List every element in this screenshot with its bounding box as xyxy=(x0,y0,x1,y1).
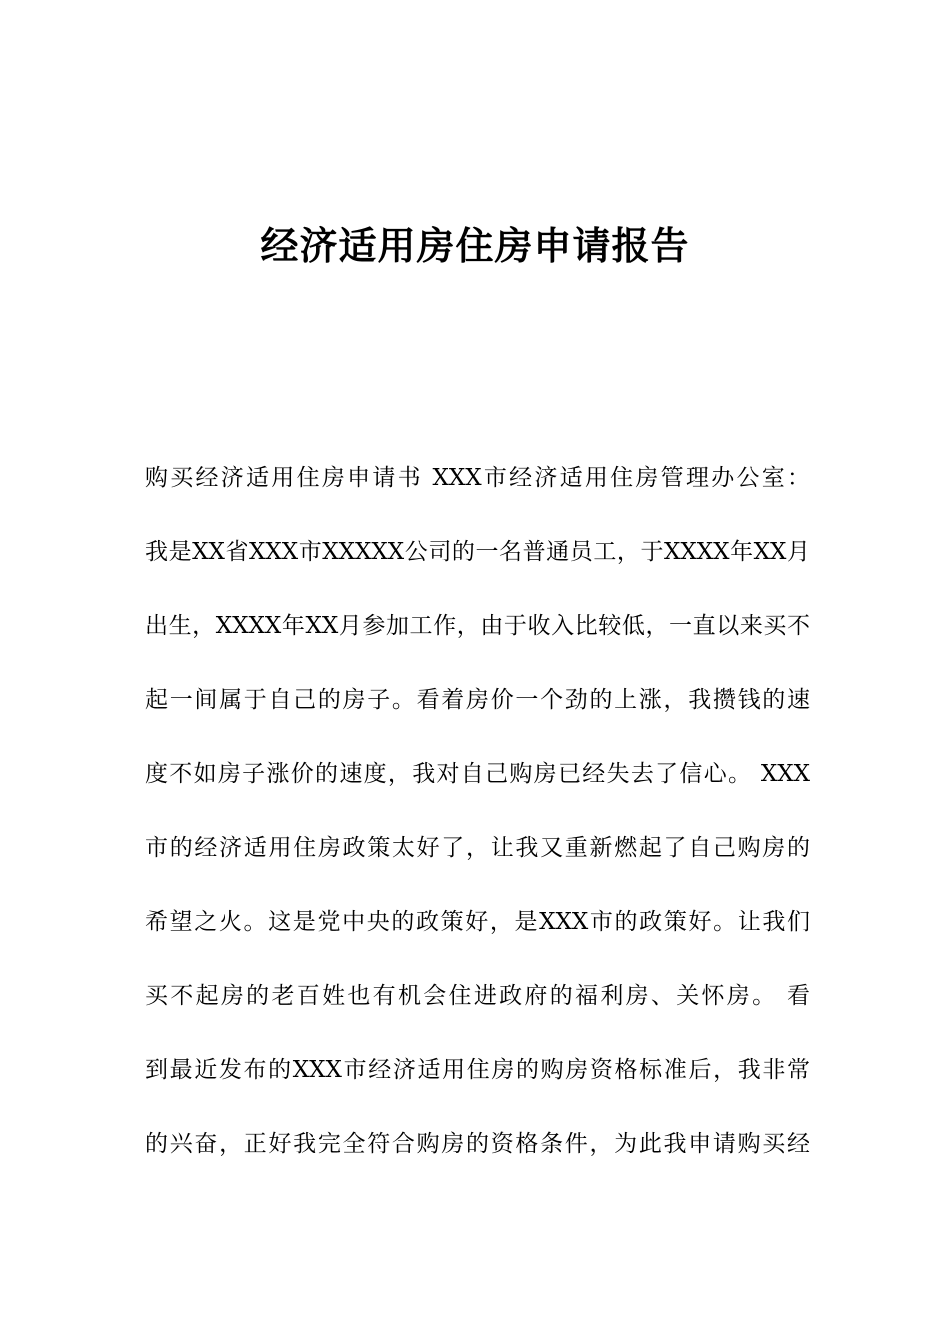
paragraph-line: 我是XX省XXX市XXXXX公司的一名普通员工，于XXXX年XX月 xyxy=(145,539,810,565)
paragraph-line: 购买经济适用住房申请书 XXX市经济适用住房管理办公室： xyxy=(145,465,810,491)
paragraph-line: 希望之火。这是党中央的政策好，是XXX市的政策好。让我们 xyxy=(145,909,810,935)
paragraph-line: 起一间属于自己的房子。看着房价一个劲的上涨，我攒钱的速 xyxy=(145,687,810,713)
paragraph-line: 出生，XXXX年XX月参加工作，由于收入比较低，一直以来买不 xyxy=(145,613,810,639)
paragraph-line: 买不起房的老百姓也有机会住进政府的福利房、关怀房。 看 xyxy=(145,983,810,1009)
document-title: 经济适用房住房申请报告 xyxy=(260,224,690,268)
paragraph-line: 度不如房子涨价的速度，我对自己购房已经失去了信心。 XXX xyxy=(145,761,810,787)
paragraph-line: 到最近发布的XXX市经济适用住房的购房资格标准后，我非常 xyxy=(145,1057,810,1083)
paragraph-line: 市的经济适用住房政策太好了，让我又重新燃起了自己购房的 xyxy=(145,835,810,861)
paragraph-line: 的兴奋，正好我完全符合购房的资格条件，为此我申请购买经 xyxy=(145,1131,810,1157)
